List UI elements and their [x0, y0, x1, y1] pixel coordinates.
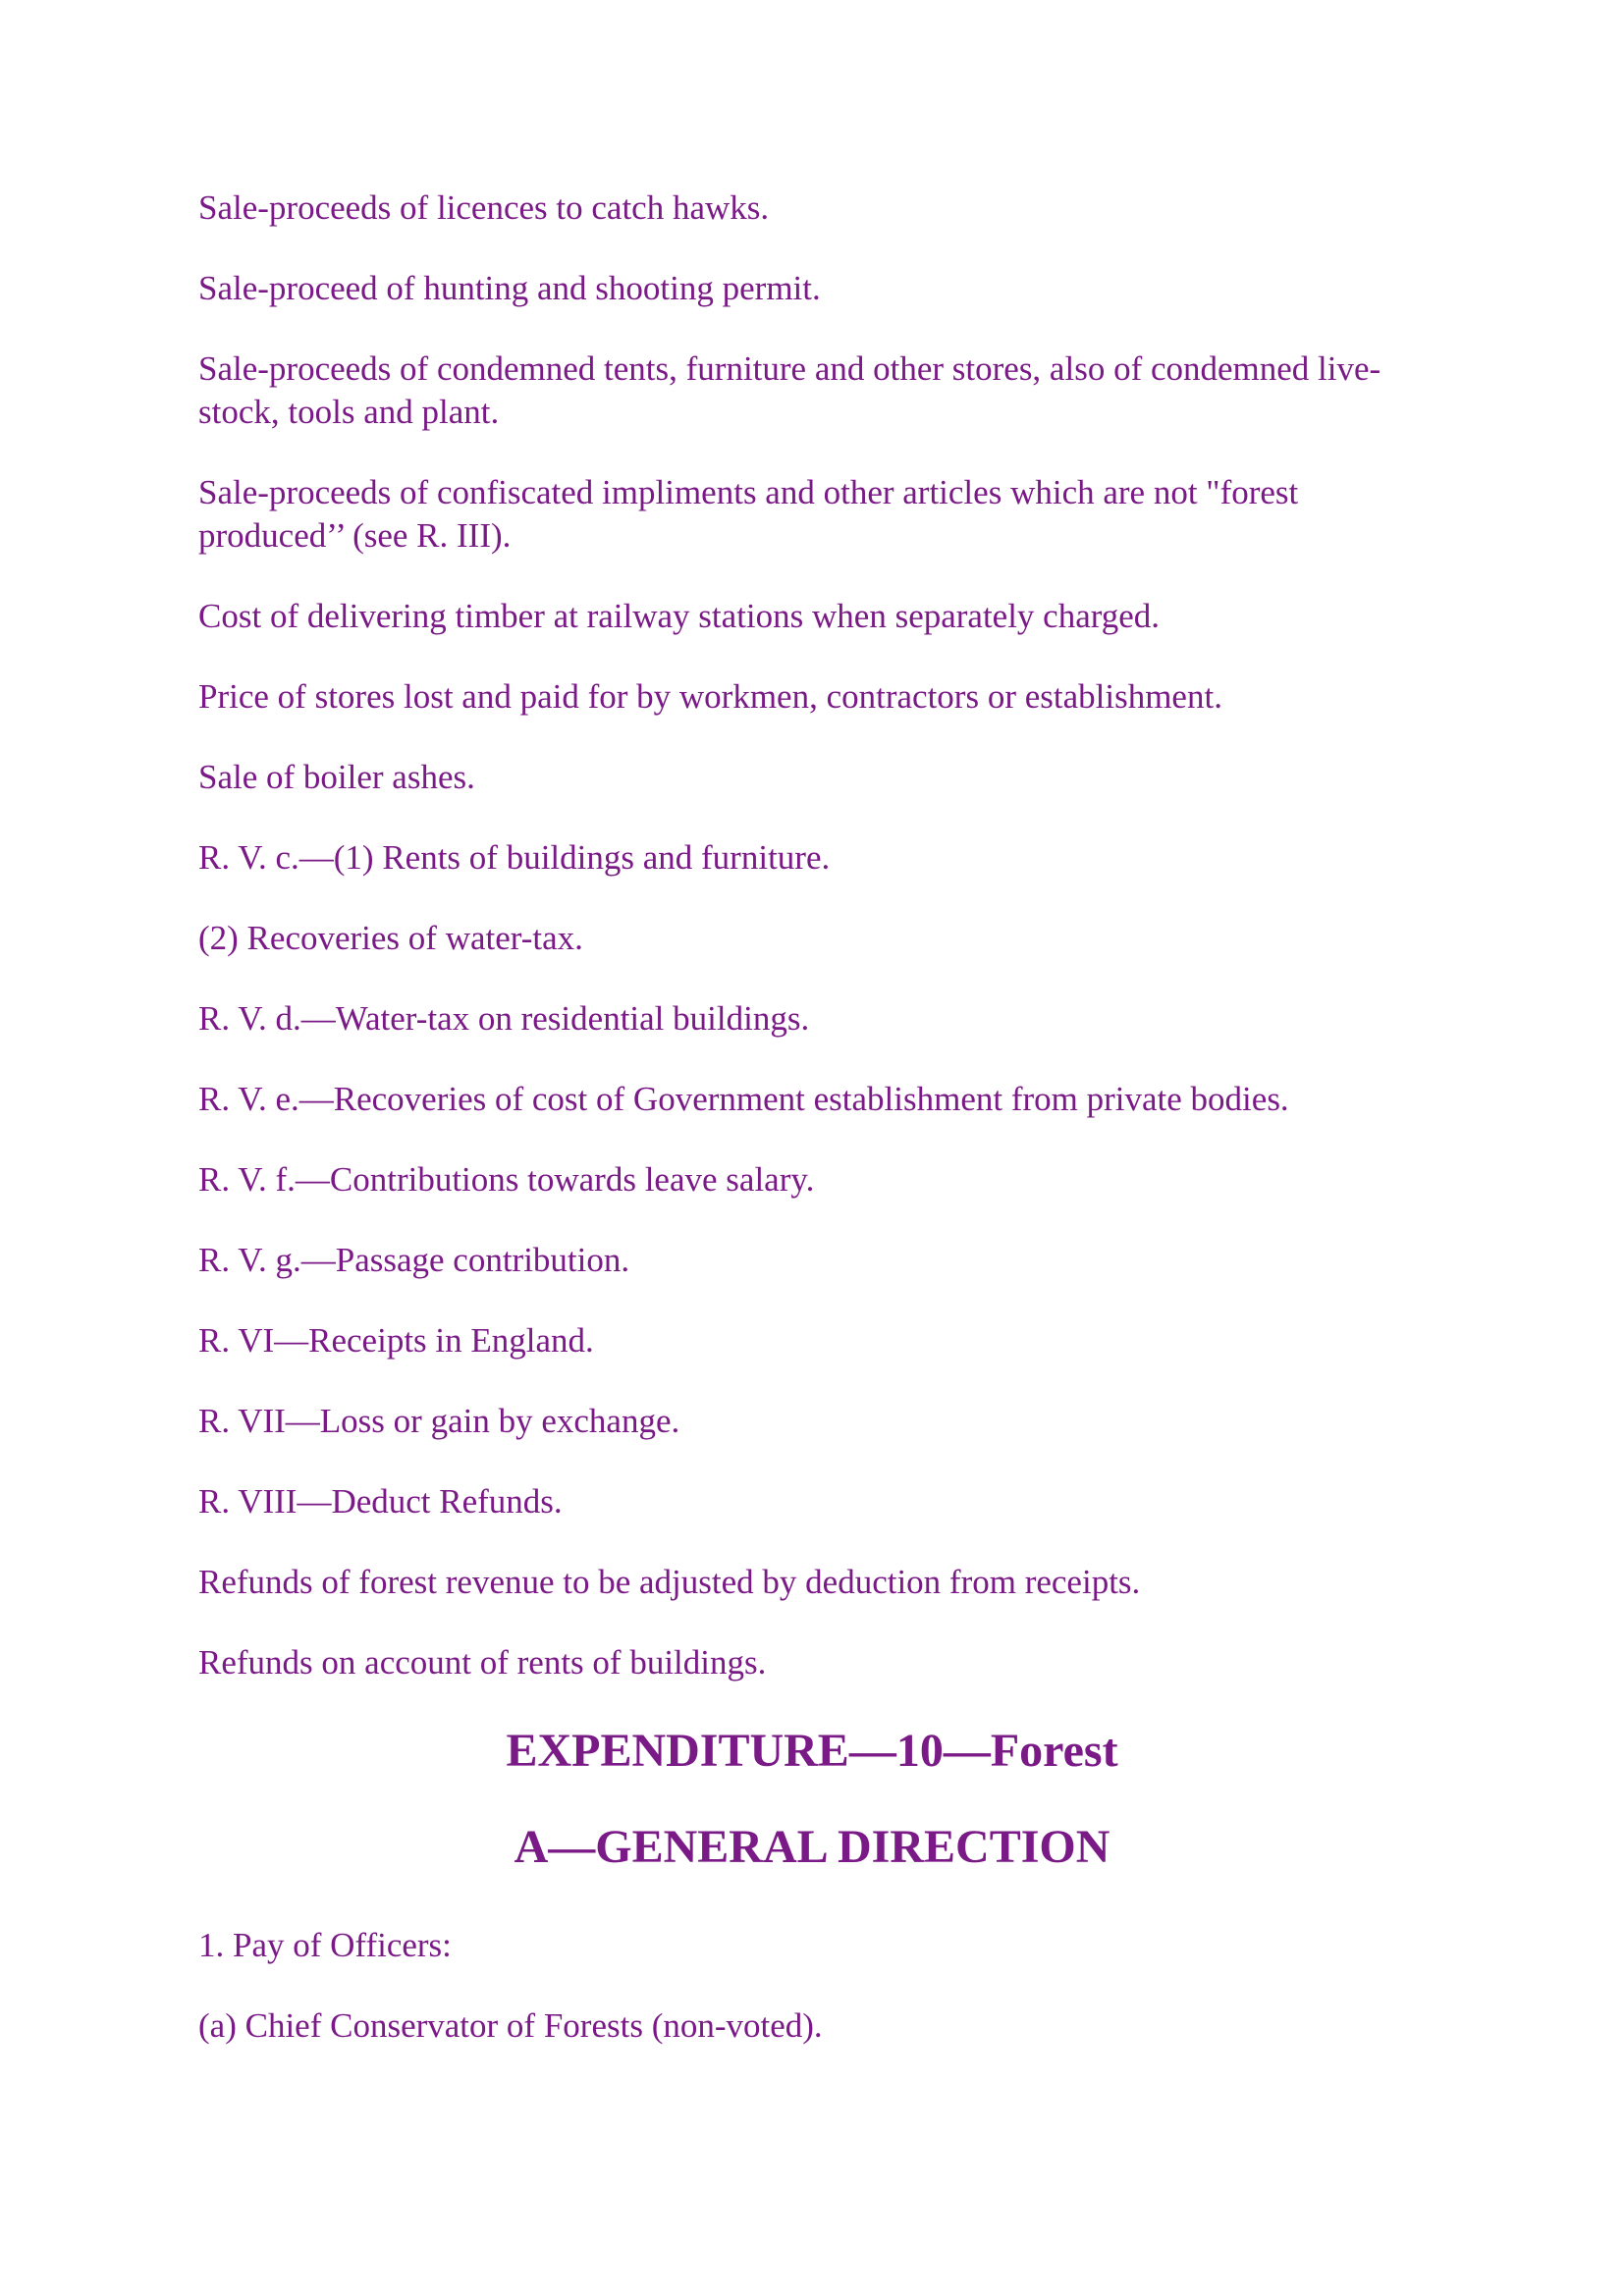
paragraph: R. V. f.—Contributions towards leave salary. [198, 1160, 815, 1199]
paragraph: R. VI—Receipts in England. [198, 1321, 594, 1360]
paragraph: R. VIII—Deduct Refunds. [198, 1482, 563, 1521]
paragraph: Refunds of forest revenue to be adjusted by deduction from receipts. [198, 1563, 1141, 1601]
paragraph: R. V. d.—Water-tax on residential buildings. [198, 999, 810, 1038]
paragraph: Cost of delivering timber at railway stations when separately charged. [198, 597, 1161, 635]
subsection-heading: A—GENERAL DIRECTION [514, 1821, 1110, 1873]
paragraph: R. V. e.—Recoveries of cost of Government establishment from private bodies. [198, 1080, 1289, 1118]
paragraph: (2) Recoveries of water-tax. [198, 919, 583, 957]
paragraph: (a) Chief Conservator of Forests (non-voted). [198, 2006, 823, 2045]
paragraph: R. VII—Loss or gain by exchange. [198, 1402, 680, 1440]
paragraph: 1. Pay of Officers: [198, 1926, 452, 1964]
section-heading: EXPENDITURE—10—Forest [506, 1725, 1118, 1777]
paragraph: Refunds on account of rents of buildings. [198, 1643, 767, 1682]
paragraph: R. V. g.—Passage contribution. [198, 1241, 630, 1279]
paragraph: Price of stores lost and paid for by workmen, contractors or establishment. [198, 677, 1222, 716]
paragraph: Sale-proceeds of condemned tents, furniture and other stores, also of condemned live-stock, tools and plant. [198, 349, 1381, 431]
paragraph: Sale-proceeds of licences to catch hawks. [198, 188, 770, 227]
document-page [198, 187, 1426, 2085]
paragraph: Sale of boiler ashes. [198, 758, 475, 796]
paragraph: R. V. c.—(1) Rents of buildings and furniture. [198, 838, 831, 877]
paragraph: Sale-proceeds of confiscated impliments and other articles which are not "forest produced’’ (see R. III). [198, 473, 1299, 555]
paragraph: Sale-proceed of hunting and shooting permit. [198, 269, 821, 307]
